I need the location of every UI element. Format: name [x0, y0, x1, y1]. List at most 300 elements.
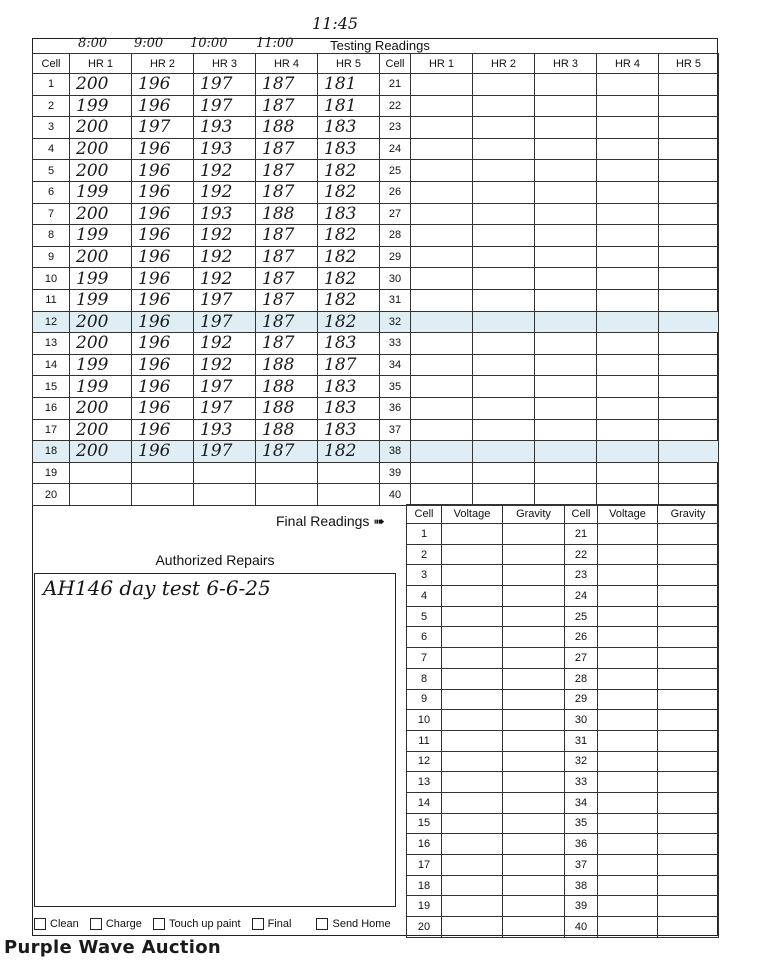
- reading-right-hr2[interactable]: [473, 117, 535, 139]
- checkbox-square-icon[interactable]: [153, 918, 165, 930]
- final-gravity-field-right[interactable]: [658, 772, 719, 793]
- reading-right-hr5[interactable]: [659, 462, 719, 484]
- reading-right-hr2[interactable]: [473, 160, 535, 182]
- reading-right-hr1[interactable]: [411, 289, 473, 311]
- final-voltage-field[interactable]: [442, 792, 503, 813]
- checkbox-final-label: Final: [267, 918, 292, 930]
- testing-row: [33, 397, 719, 419]
- reading-hr3[interactable]: 193: [194, 138, 256, 160]
- reading-hr1[interactable]: 200: [70, 333, 132, 355]
- final-voltage-field-right[interactable]: [598, 896, 658, 917]
- reading-hr4[interactable]: 188: [256, 203, 318, 225]
- reading-hr1[interactable]: 200: [70, 138, 132, 160]
- reading-right-hr1[interactable]: [411, 333, 473, 355]
- checkbox-square-icon[interactable]: [316, 918, 328, 930]
- reading-hr4[interactable]: 187: [256, 268, 318, 290]
- reading-hr2[interactable]: 197: [132, 117, 194, 139]
- reading-hr5[interactable]: 182: [318, 160, 380, 182]
- reading-hr4[interactable]: 188: [256, 354, 318, 376]
- final-voltage-field[interactable]: [442, 917, 503, 938]
- reading-hr2[interactable]: [132, 462, 194, 484]
- reading-right-hr2[interactable]: [473, 289, 535, 311]
- reading-right-hr2[interactable]: [473, 74, 535, 96]
- reading-hr1[interactable]: 199: [70, 268, 132, 290]
- cell-number-right: 23: [380, 117, 411, 139]
- final-gravity-field[interactable]: [503, 668, 565, 689]
- reading-hr2[interactable]: 196: [132, 268, 194, 290]
- reading-hr1[interactable]: 199: [70, 376, 132, 398]
- final-gravity-field-right[interactable]: [658, 586, 719, 607]
- final-voltage-field-right[interactable]: [598, 565, 658, 586]
- reading-right-hr4[interactable]: [597, 484, 659, 506]
- reading-hr5[interactable]: 187: [318, 354, 380, 376]
- final-gravity-field-right[interactable]: [658, 648, 719, 669]
- final-gravity-field[interactable]: [503, 792, 565, 813]
- final-voltage-field-right[interactable]: [598, 710, 658, 731]
- reading-hr3[interactable]: 193: [194, 203, 256, 225]
- reading-hr1[interactable]: [70, 484, 132, 506]
- final-gravity-field[interactable]: [503, 689, 565, 710]
- reading-right-hr1[interactable]: [411, 225, 473, 247]
- reading-right-hr2[interactable]: [473, 95, 535, 117]
- reading-right-hr2[interactable]: [473, 225, 535, 247]
- reading-right-hr3[interactable]: [535, 74, 597, 96]
- final-gravity-field-right[interactable]: [658, 855, 719, 876]
- final-voltage-field[interactable]: [442, 606, 503, 627]
- reading-hr3[interactable]: 192: [194, 354, 256, 376]
- final-gravity-field-right[interactable]: [658, 875, 719, 896]
- final-gravity-field[interactable]: [503, 544, 565, 565]
- reading-hr3[interactable]: 193: [194, 419, 256, 441]
- reading-hr1[interactable]: 199: [70, 354, 132, 376]
- reading-right-hr1[interactable]: [411, 246, 473, 268]
- reading-right-hr5[interactable]: [659, 95, 719, 117]
- checkbox-clean[interactable]: [34, 918, 79, 930]
- checkbox-square-icon[interactable]: [34, 918, 46, 930]
- reading-hr1[interactable]: 200: [70, 203, 132, 225]
- reading-hr1[interactable]: [70, 462, 132, 484]
- reading-hr2[interactable]: 196: [132, 74, 194, 96]
- reading-right-hr4[interactable]: [597, 289, 659, 311]
- final-gravity-field[interactable]: [503, 524, 565, 545]
- final-gravity-field[interactable]: [503, 730, 565, 751]
- reading-right-hr2[interactable]: [473, 181, 535, 203]
- reading-hr5[interactable]: 181: [318, 74, 380, 96]
- final-voltage-field[interactable]: [442, 524, 503, 545]
- reading-right-hr5[interactable]: [659, 333, 719, 355]
- reading-hr5[interactable]: 183: [318, 376, 380, 398]
- reading-right-hr5[interactable]: [659, 117, 719, 139]
- reading-right-hr3[interactable]: [535, 246, 597, 268]
- final-gravity-field-right[interactable]: [658, 834, 719, 855]
- final-gravity-field-right[interactable]: [658, 710, 719, 731]
- reading-hr2[interactable]: 196: [132, 203, 194, 225]
- reading-hr5[interactable]: 183: [318, 138, 380, 160]
- reading-hr2[interactable]: 196: [132, 160, 194, 182]
- final-gravity-field-right[interactable]: [658, 896, 719, 917]
- final-gravity-field-right[interactable]: [658, 689, 719, 710]
- reading-right-hr3[interactable]: [535, 138, 597, 160]
- final-gravity-field-right[interactable]: [658, 792, 719, 813]
- checkbox-square-icon[interactable]: [252, 918, 264, 930]
- reading-hr2[interactable]: 196: [132, 397, 194, 419]
- reading-hr2[interactable]: 196: [132, 354, 194, 376]
- final-cell-number-right: 26: [565, 627, 598, 648]
- reading-hr4[interactable]: 187: [256, 181, 318, 203]
- reading-right-hr3[interactable]: [535, 225, 597, 247]
- final-gravity-field[interactable]: [503, 875, 565, 896]
- reading-right-hr4[interactable]: [597, 160, 659, 182]
- reading-hr3[interactable]: 197: [194, 311, 256, 333]
- reading-hr5[interactable]: [318, 462, 380, 484]
- final-voltage-field-right[interactable]: [598, 524, 658, 545]
- reading-hr3[interactable]: [194, 462, 256, 484]
- reading-hr3[interactable]: 197: [194, 95, 256, 117]
- final-voltage-field[interactable]: [442, 689, 503, 710]
- reading-hr2[interactable]: 196: [132, 225, 194, 247]
- reading-hr1[interactable]: 199: [70, 181, 132, 203]
- final-voltage-field-right[interactable]: [598, 544, 658, 565]
- final-voltage-field-right[interactable]: [598, 855, 658, 876]
- reading-hr5[interactable]: 183: [318, 117, 380, 139]
- reading-right-hr5[interactable]: [659, 246, 719, 268]
- reading-right-hr1[interactable]: [411, 354, 473, 376]
- reading-right-hr4[interactable]: [597, 354, 659, 376]
- final-gravity-field-right[interactable]: [658, 524, 719, 545]
- reading-hr3[interactable]: 192: [194, 246, 256, 268]
- cell-number: 17: [33, 419, 70, 441]
- reading-right-hr4[interactable]: [597, 138, 659, 160]
- reading-hr4[interactable]: [256, 462, 318, 484]
- reading-hr5[interactable]: 183: [318, 333, 380, 355]
- final-gravity-field[interactable]: [503, 834, 565, 855]
- final-voltage-field[interactable]: [442, 896, 503, 917]
- reading-hr4[interactable]: 187: [256, 95, 318, 117]
- reading-hr3[interactable]: 197: [194, 397, 256, 419]
- reading-right-hr5[interactable]: [659, 311, 719, 333]
- reading-hr2[interactable]: 196: [132, 441, 194, 463]
- final-gravity-field-right[interactable]: [658, 917, 719, 938]
- reading-right-hr4[interactable]: [597, 225, 659, 247]
- reading-hr2[interactable]: 196: [132, 311, 194, 333]
- checkbox-touch-up-paint[interactable]: [153, 918, 241, 930]
- reading-right-hr4[interactable]: [597, 419, 659, 441]
- reading-hr5[interactable]: 182: [318, 225, 380, 247]
- reading-right-hr3[interactable]: [535, 311, 597, 333]
- final-voltage-field-right[interactable]: [598, 648, 658, 669]
- final-voltage-field[interactable]: [442, 813, 503, 834]
- reading-right-hr3[interactable]: [535, 289, 597, 311]
- final-voltage-field-right[interactable]: [598, 668, 658, 689]
- reading-hr5[interactable]: [318, 484, 380, 506]
- final-gravity-field-right[interactable]: [658, 730, 719, 751]
- reading-right-hr4[interactable]: [597, 462, 659, 484]
- reading-hr5[interactable]: 182: [318, 246, 380, 268]
- final-voltage-field[interactable]: [442, 710, 503, 731]
- reading-right-hr4[interactable]: [597, 397, 659, 419]
- reading-right-hr1[interactable]: [411, 311, 473, 333]
- reading-hr3[interactable]: 192: [194, 225, 256, 247]
- reading-hr1[interactable]: 200: [70, 419, 132, 441]
- final-voltage-field-right[interactable]: [598, 772, 658, 793]
- reading-right-hr3[interactable]: [535, 95, 597, 117]
- final-gravity-field[interactable]: [503, 710, 565, 731]
- final-row: [407, 917, 719, 938]
- reading-right-hr2[interactable]: [473, 397, 535, 419]
- reading-right-hr3[interactable]: [535, 333, 597, 355]
- reading-hr4[interactable]: 188: [256, 419, 318, 441]
- final-voltage-field-right[interactable]: [598, 917, 658, 938]
- final-cell-number: 20: [407, 917, 442, 938]
- final-voltage-field[interactable]: [442, 586, 503, 607]
- reading-right-hr2[interactable]: [473, 462, 535, 484]
- reading-right-hr5[interactable]: [659, 376, 719, 398]
- reading-right-hr5[interactable]: [659, 289, 719, 311]
- reading-hr4[interactable]: 188: [256, 117, 318, 139]
- final-gravity-field[interactable]: [503, 565, 565, 586]
- reading-hr5[interactable]: 182: [318, 181, 380, 203]
- reading-hr2[interactable]: [132, 484, 194, 506]
- reading-right-hr1[interactable]: [411, 138, 473, 160]
- final-gravity-field[interactable]: [503, 648, 565, 669]
- reading-right-hr5[interactable]: [659, 419, 719, 441]
- reading-right-hr2[interactable]: [473, 354, 535, 376]
- final-gravity-field-right[interactable]: [658, 813, 719, 834]
- reading-hr5[interactable]: 181: [318, 95, 380, 117]
- final-voltage-field[interactable]: [442, 772, 503, 793]
- reading-right-hr1[interactable]: [411, 74, 473, 96]
- reading-hr1[interactable]: 200: [70, 311, 132, 333]
- final-gravity-field[interactable]: [503, 855, 565, 876]
- reading-right-hr4[interactable]: [597, 311, 659, 333]
- reading-right-hr2[interactable]: [473, 333, 535, 355]
- reading-hr4[interactable]: 188: [256, 376, 318, 398]
- reading-right-hr2[interactable]: [473, 268, 535, 290]
- reading-right-hr5[interactable]: [659, 441, 719, 463]
- checkbox-charge[interactable]: [90, 918, 142, 930]
- final-gravity-field[interactable]: [503, 751, 565, 772]
- reading-hr2[interactable]: 196: [132, 138, 194, 160]
- reading-right-hr4[interactable]: [597, 333, 659, 355]
- reading-hr5[interactable]: 183: [318, 203, 380, 225]
- reading-hr5[interactable]: 182: [318, 268, 380, 290]
- reading-right-hr4[interactable]: [597, 376, 659, 398]
- reading-right-hr2[interactable]: [473, 441, 535, 463]
- reading-right-hr2[interactable]: [473, 419, 535, 441]
- reading-right-hr2[interactable]: [473, 138, 535, 160]
- final-gravity-field-right[interactable]: [658, 606, 719, 627]
- reading-hr3[interactable]: 192: [194, 268, 256, 290]
- reading-right-hr1[interactable]: [411, 160, 473, 182]
- final-gravity-field-right[interactable]: [658, 565, 719, 586]
- reading-hr4[interactable]: 188: [256, 397, 318, 419]
- reading-right-hr1[interactable]: [411, 419, 473, 441]
- reading-hr2[interactable]: 196: [132, 333, 194, 355]
- final-voltage-field[interactable]: [442, 648, 503, 669]
- reading-right-hr4[interactable]: [597, 117, 659, 139]
- reading-hr3[interactable]: 192: [194, 160, 256, 182]
- final-voltage-field[interactable]: [442, 875, 503, 896]
- reading-hr3[interactable]: 197: [194, 289, 256, 311]
- reading-hr1[interactable]: 200: [70, 117, 132, 139]
- final-gravity-field[interactable]: [503, 606, 565, 627]
- reading-right-hr5[interactable]: [659, 203, 719, 225]
- reading-right-hr3[interactable]: [535, 160, 597, 182]
- reading-hr3[interactable]: 192: [194, 181, 256, 203]
- reading-hr3[interactable]: 197: [194, 376, 256, 398]
- reading-right-hr4[interactable]: [597, 95, 659, 117]
- reading-right-hr4[interactable]: [597, 181, 659, 203]
- reading-hr5[interactable]: 183: [318, 419, 380, 441]
- reading-right-hr3[interactable]: [535, 203, 597, 225]
- reading-right-hr2[interactable]: [473, 311, 535, 333]
- final-gravity-field-right[interactable]: [658, 627, 719, 648]
- final-voltage-field[interactable]: [442, 668, 503, 689]
- final-gravity-field[interactable]: [503, 896, 565, 917]
- reading-hr3[interactable]: 197: [194, 441, 256, 463]
- reading-right-hr4[interactable]: [597, 203, 659, 225]
- reading-right-hr5[interactable]: [659, 397, 719, 419]
- reading-hr5[interactable]: 182: [318, 311, 380, 333]
- reading-hr1[interactable]: 199: [70, 95, 132, 117]
- final-voltage-field-right[interactable]: [598, 813, 658, 834]
- final-voltage-field-right[interactable]: [598, 751, 658, 772]
- reading-hr1[interactable]: 199: [70, 225, 132, 247]
- reading-hr3[interactable]: [194, 484, 256, 506]
- reading-hr4[interactable]: 187: [256, 441, 318, 463]
- reading-right-hr5[interactable]: [659, 225, 719, 247]
- reading-hr4[interactable]: 187: [256, 160, 318, 182]
- final-voltage-field-right[interactable]: [598, 627, 658, 648]
- reading-hr1[interactable]: 200: [70, 441, 132, 463]
- final-gravity-field[interactable]: [503, 917, 565, 938]
- reading-right-hr3[interactable]: [535, 484, 597, 506]
- final-voltage-field-right[interactable]: [598, 792, 658, 813]
- final-voltage-field-right[interactable]: [598, 689, 658, 710]
- reading-right-hr3[interactable]: [535, 419, 597, 441]
- final-voltage-field[interactable]: [442, 627, 503, 648]
- reading-right-hr1[interactable]: [411, 484, 473, 506]
- final-col-voltage: Voltage: [442, 505, 503, 524]
- reading-right-hr3[interactable]: [535, 117, 597, 139]
- reading-hr2[interactable]: 196: [132, 95, 194, 117]
- reading-hr5[interactable]: 183: [318, 397, 380, 419]
- reading-right-hr1[interactable]: [411, 268, 473, 290]
- reading-right-hr5[interactable]: [659, 74, 719, 96]
- reading-hr4[interactable]: 187: [256, 289, 318, 311]
- reading-hr2[interactable]: 196: [132, 376, 194, 398]
- final-gravity-field[interactable]: [503, 772, 565, 793]
- reading-right-hr1[interactable]: [411, 95, 473, 117]
- checkbox-final[interactable]: [252, 918, 292, 930]
- reading-hr4[interactable]: 187: [256, 333, 318, 355]
- reading-hr2[interactable]: 196: [132, 289, 194, 311]
- reading-right-hr4[interactable]: [597, 246, 659, 268]
- final-gravity-field-right[interactable]: [658, 751, 719, 772]
- reading-hr4[interactable]: 187: [256, 74, 318, 96]
- reading-right-hr3[interactable]: [535, 268, 597, 290]
- reading-right-hr2[interactable]: [473, 484, 535, 506]
- reading-hr1[interactable]: 200: [70, 160, 132, 182]
- reading-right-hr3[interactable]: [535, 441, 597, 463]
- reading-right-hr3[interactable]: [535, 462, 597, 484]
- checkbox-square-icon[interactable]: [90, 918, 102, 930]
- reading-right-hr1[interactable]: [411, 117, 473, 139]
- reading-hr1[interactable]: 200: [70, 74, 132, 96]
- final-voltage-field[interactable]: [442, 544, 503, 565]
- reading-right-hr1[interactable]: [411, 462, 473, 484]
- checkbox-send-home[interactable]: [316, 918, 390, 930]
- reading-hr2[interactable]: 196: [132, 181, 194, 203]
- reading-hr3[interactable]: 193: [194, 117, 256, 139]
- final-voltage-field[interactable]: [442, 855, 503, 876]
- final-gravity-field[interactable]: [503, 813, 565, 834]
- reading-hr5[interactable]: 182: [318, 289, 380, 311]
- final-voltage-field-right[interactable]: [598, 586, 658, 607]
- reading-right-hr5[interactable]: [659, 268, 719, 290]
- final-voltage-field[interactable]: [442, 834, 503, 855]
- authorized-repairs-box[interactable]: [34, 573, 396, 907]
- reading-right-hr4[interactable]: [597, 268, 659, 290]
- reading-right-hr1[interactable]: [411, 376, 473, 398]
- final-voltage-field[interactable]: [442, 565, 503, 586]
- final-voltage-field-right[interactable]: [598, 875, 658, 896]
- reading-hr4[interactable]: [256, 484, 318, 506]
- final-cell-number: 16: [407, 834, 442, 855]
- reading-right-hr5[interactable]: [659, 138, 719, 160]
- reading-right-hr2[interactable]: [473, 376, 535, 398]
- final-gravity-field[interactable]: [503, 586, 565, 607]
- final-voltage-field[interactable]: [442, 730, 503, 751]
- reading-hr4[interactable]: 187: [256, 138, 318, 160]
- reading-right-hr3[interactable]: [535, 397, 597, 419]
- final-gravity-field-right[interactable]: [658, 544, 719, 565]
- final-gravity-field[interactable]: [503, 627, 565, 648]
- reading-right-hr1[interactable]: [411, 397, 473, 419]
- reading-right-hr3[interactable]: [535, 181, 597, 203]
- reading-hr3[interactable]: 197: [194, 74, 256, 96]
- reading-right-hr4[interactable]: [597, 441, 659, 463]
- reading-hr1[interactable]: 200: [70, 397, 132, 419]
- reading-hr2[interactable]: 196: [132, 246, 194, 268]
- reading-right-hr5[interactable]: [659, 484, 719, 506]
- reading-right-hr1[interactable]: [411, 181, 473, 203]
- reading-hr2[interactable]: 196: [132, 419, 194, 441]
- reading-right-hr2[interactable]: [473, 203, 535, 225]
- reading-hr4[interactable]: 187: [256, 311, 318, 333]
- reading-hr1[interactable]: 200: [70, 246, 132, 268]
- reading-right-hr2[interactable]: [473, 246, 535, 268]
- reading-right-hr1[interactable]: [411, 441, 473, 463]
- reading-hr1[interactable]: 199: [70, 289, 132, 311]
- reading-right-hr5[interactable]: [659, 160, 719, 182]
- reading-hr5[interactable]: 182: [318, 441, 380, 463]
- reading-hr4[interactable]: 187: [256, 225, 318, 247]
- final-voltage-field[interactable]: [442, 751, 503, 772]
- reading-right-hr5[interactable]: [659, 354, 719, 376]
- reading-hr4[interactable]: 187: [256, 246, 318, 268]
- reading-right-hr5[interactable]: [659, 181, 719, 203]
- final-gravity-field-right[interactable]: [658, 668, 719, 689]
- reading-right-hr3[interactable]: [535, 354, 597, 376]
- reading-right-hr3[interactable]: [535, 376, 597, 398]
- reading-hr3[interactable]: 192: [194, 333, 256, 355]
- reading-right-hr4[interactable]: [597, 74, 659, 96]
- final-voltage-field-right[interactable]: [598, 834, 658, 855]
- final-voltage-field-right[interactable]: [598, 606, 658, 627]
- reading-right-hr1[interactable]: [411, 203, 473, 225]
- final-voltage-field-right[interactable]: [598, 730, 658, 751]
